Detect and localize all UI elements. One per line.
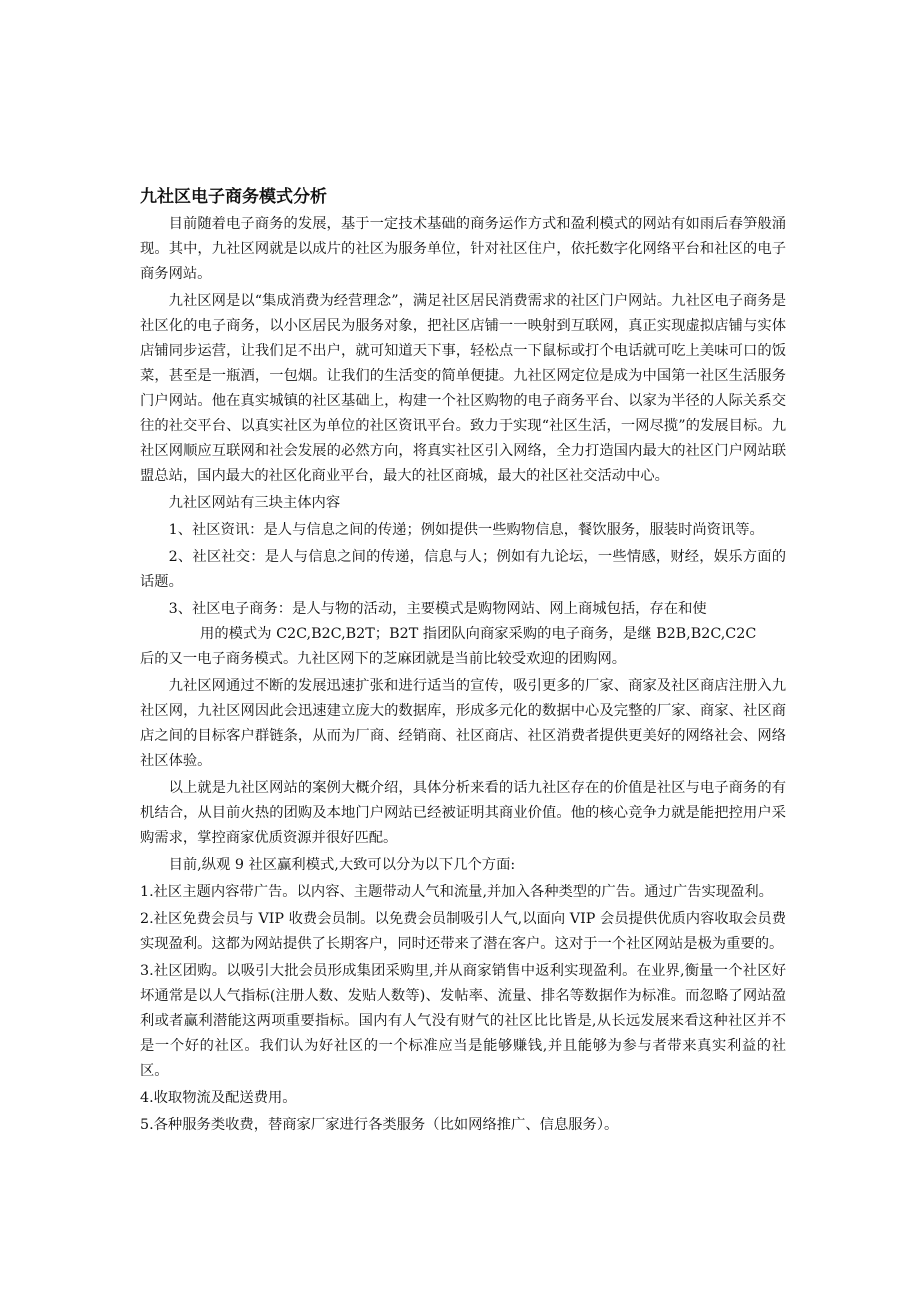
list-item: 2.社区免费会员与 VIP 收费会员制。以免费会员制吸引人气,以面向 VIP 会员提供优质内容收取会员费实现盈利。这都为网站提供了长期客户，同时还带来了潜在客户。这对于一个社区网站是极为重要的。 xyxy=(140,911,786,952)
paragraph-summary: 以上就是九社区网站的案例大概介绍，具体分析来看的话九社区存在的价值是社区与电子商务的有机结合，从目前火热的团购及本地门户网站已经被证明其商业价值。他的核心竞争力就是能把控用户采购需求，掌控商家优质资源并很好匹配。 xyxy=(140,780,786,846)
item-3-line-2: 用的模式为 C2C,B2C,B2T；B2T 指团队向商家采购的电子商务，是继 B2B,B2C,C2C xyxy=(200,626,757,642)
item-3-line-1: 3、社区电子商务：是人与物的活动，主要模式是购物网站、网上商城包括，存在和使 xyxy=(168,601,707,617)
list-item: 1.社区主题内容带广告。以内容、主题带动人气和流量,并加入各种类型的广告。通过广告实现盈利。 xyxy=(140,884,773,900)
paragraph-profit-intro: 目前,纵观 9 社区赢利模式,大致可以分为以下几个方面: xyxy=(168,857,516,873)
paragraph-item-2: 2、社区社交：是人与信息之间的传递，信息与人；例如有九论坛，一些情感，财经，娱乐方面的话题。 xyxy=(140,549,786,590)
list-item: 4.收取物流及配送费用。 xyxy=(140,1090,297,1106)
document-page xyxy=(140,184,786,1140)
paragraph-main-content: 九社区网站有三块主体内容 xyxy=(168,495,341,511)
paragraph-item-1: 1、社区资讯：是人与信息之间的传递；例如提供一些购物信息，餐饮服务，服装时尚资讯等。 xyxy=(168,522,764,538)
paragraph-intro: 目前随着电子商务的发展，基于一定技术基础的商务运作方式和盈利模式的网站有如雨后春笋般涌现。其中，九社区网就是以成片的社区为服务单位，针对社区住户，依托数字化网络平台和社区的电子商务网站。 xyxy=(140,216,786,282)
paragraph-item-3 xyxy=(140,597,786,672)
list-item: 3.社区团购。以吸引大批会员形成集团采购里,并从商家销售中返利实现盈利。在业界,衡量一个社区好坏通常是以人气指标(注册人数、发贴人数等)、发帖率、流量、排名等数据作为标准。而忽略了网站盈利或者赢利潜能这两项重要指标。国内有人气没有财气的社区比比皆是,从长远发展来看这种社区并不是一个好的社区。我们认为好社区的一个标准应当是能够赚钱,并且能够为参与者带来真实利益的社区。 xyxy=(140,963,786,1079)
paragraph-overview: 九社区网是以“集成消费为经营理念”，满足社区居民消费需求的社区门户网站。九社区电子商务是社区化的电子商务，以小区居民为服务对象，把社区店铺一一映射到互联网，真正实现虚拟店铺与实体店铺同步运营，让我们足不出户，就可知道天下事，轻松点一下鼠标或打个电话就可吃上美味可口的饭菜，甚至是一瓶酒，一包烟。让我们的生活变的简单便捷。九社区网定位是成为中国第一社区生活服务门户网站。他在真实城镇的社区基础上，构建一个社区购物的电子商务平台、以家为半径的人际关系交往的社交平台、以真实社区为单位的社区资讯平台。致力于实现“社区生活，一网尽揽”的发展目标。九社区网顺应互联网和社会发展的必然方向，将真实社区引入网络，全力打造国内最大的社区门户网站联盟总站，国内最大的社区化商业平台，最大的社区商城，最大的社区社交活动中心。 xyxy=(140,293,786,484)
document-title: 九社区电子商务模式分析 xyxy=(140,187,327,207)
paragraph-growth: 九社区网通过不断的发展迅速扩张和进行适当的宣传，吸引更多的厂家、商家及社区商店注册入九社区网，九社区网因此会迅速建立庞大的数据库，形成多元化的数据中心及完整的厂家、商家、社区商店之间的目标客户群链条，从而为厂商、经销商、社区商店、社区消费者提供更美好的网络社会、网络社区体验。 xyxy=(140,678,786,769)
item-3-line-3: 后的又一电子商务模式。九社区网下的芝麻团就是当前比较受欢迎的团购网。 xyxy=(140,651,627,667)
list-item: 5.各种服务类收费，替商家厂家进行各类服务（比如网络推广、信息服务）。 xyxy=(140,1117,619,1133)
